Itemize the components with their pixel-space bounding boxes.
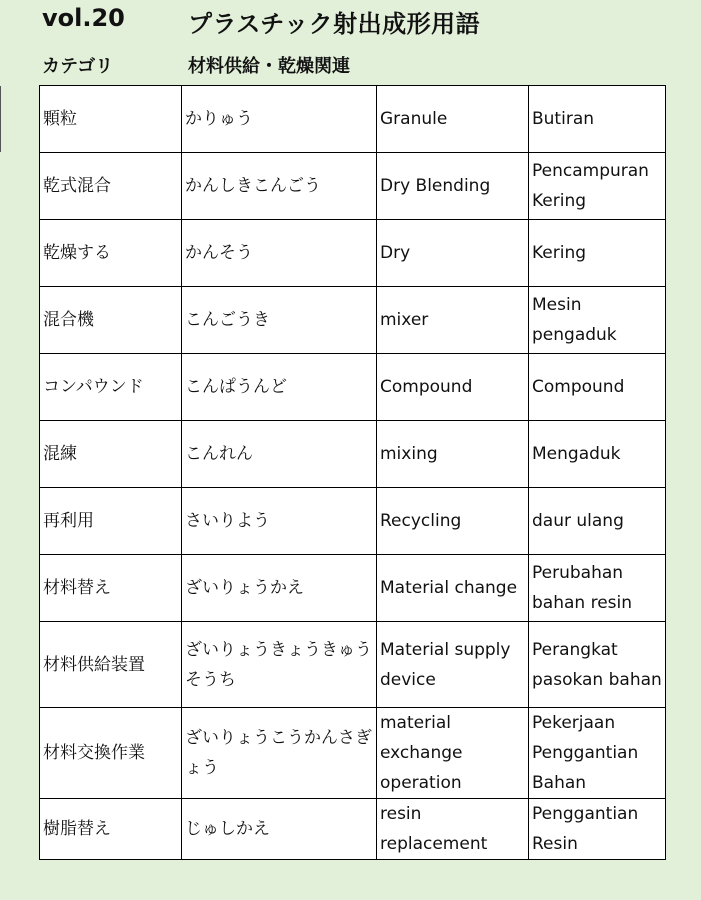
term-japanese: 材料交換作業: [40, 708, 182, 799]
term-indonesian: Kering: [529, 220, 666, 287]
term-japanese: 材料替え: [40, 555, 182, 622]
term-english: resin replacement: [377, 799, 529, 860]
page-title: プラスチック射出成形用語: [188, 10, 481, 38]
term-english: material exchange operation: [377, 708, 529, 799]
table-row: [40, 708, 666, 799]
volume-label: vol.20: [42, 4, 125, 32]
table-row: [40, 220, 666, 287]
term-english: Compound: [377, 354, 529, 421]
term-reading: かんしきこんごう: [182, 153, 377, 220]
term-indonesian: Butiran: [529, 86, 666, 153]
category-value: 材料供給・乾燥関連: [188, 56, 350, 77]
term-japanese: 顆粒: [40, 86, 182, 153]
term-japanese: 再利用: [40, 488, 182, 555]
table-row: [40, 153, 666, 220]
term-japanese: 材料供給装置: [40, 622, 182, 708]
term-english: mixer: [377, 287, 529, 354]
term-reading: こんぱうんど: [182, 354, 377, 421]
term-reading: かりゅう: [182, 86, 377, 153]
term-indonesian: Pekerjaan Penggantian Bahan: [529, 708, 666, 799]
term-reading: こんれん: [182, 421, 377, 488]
term-japanese: 混合機: [40, 287, 182, 354]
term-indonesian: Perangkat pasokan bahan: [529, 622, 666, 708]
table-row: [40, 488, 666, 555]
term-indonesian: Mesin pengaduk: [529, 287, 666, 354]
term-english: Granule: [377, 86, 529, 153]
edge-marker: [0, 86, 1, 152]
term-english: Material change: [377, 555, 529, 622]
term-japanese: 混練: [40, 421, 182, 488]
term-japanese: 樹脂替え: [40, 799, 182, 860]
term-indonesian: Pencampuran Kering: [529, 153, 666, 220]
term-english: mixing: [377, 421, 529, 488]
term-reading: かんそう: [182, 220, 377, 287]
term-reading: じゅしかえ: [182, 799, 377, 860]
term-english: Recycling: [377, 488, 529, 555]
term-english: Dry Blending: [377, 153, 529, 220]
term-japanese: 乾燥する: [40, 220, 182, 287]
term-reading: さいりよう: [182, 488, 377, 555]
term-japanese: 乾式混合: [40, 153, 182, 220]
category-label: カテゴリ: [42, 56, 114, 77]
term-indonesian: Perubahan bahan resin: [529, 555, 666, 622]
table-row: [40, 421, 666, 488]
page-header: [0, 0, 701, 86]
term-reading: ざいりょうこうかんさぎょう: [182, 708, 377, 799]
term-reading: こんごうき: [182, 287, 377, 354]
term-english: Material supply device: [377, 622, 529, 708]
table-row: [40, 555, 666, 622]
table-row: [40, 622, 666, 708]
term-indonesian: daur ulang: [529, 488, 666, 555]
table-row: [40, 354, 666, 421]
term-indonesian: Penggantian Resin: [529, 799, 666, 860]
term-indonesian: Mengaduk: [529, 421, 666, 488]
term-indonesian: Compound: [529, 354, 666, 421]
table-row: [40, 86, 666, 153]
term-reading: ざいりょうきょうきゅうそうち: [182, 622, 377, 708]
table-row: [40, 799, 666, 860]
term-japanese: コンパウンド: [40, 354, 182, 421]
glossary-table: [39, 85, 666, 860]
term-reading: ざいりょうかえ: [182, 555, 377, 622]
term-english: Dry: [377, 220, 529, 287]
table-row: [40, 287, 666, 354]
